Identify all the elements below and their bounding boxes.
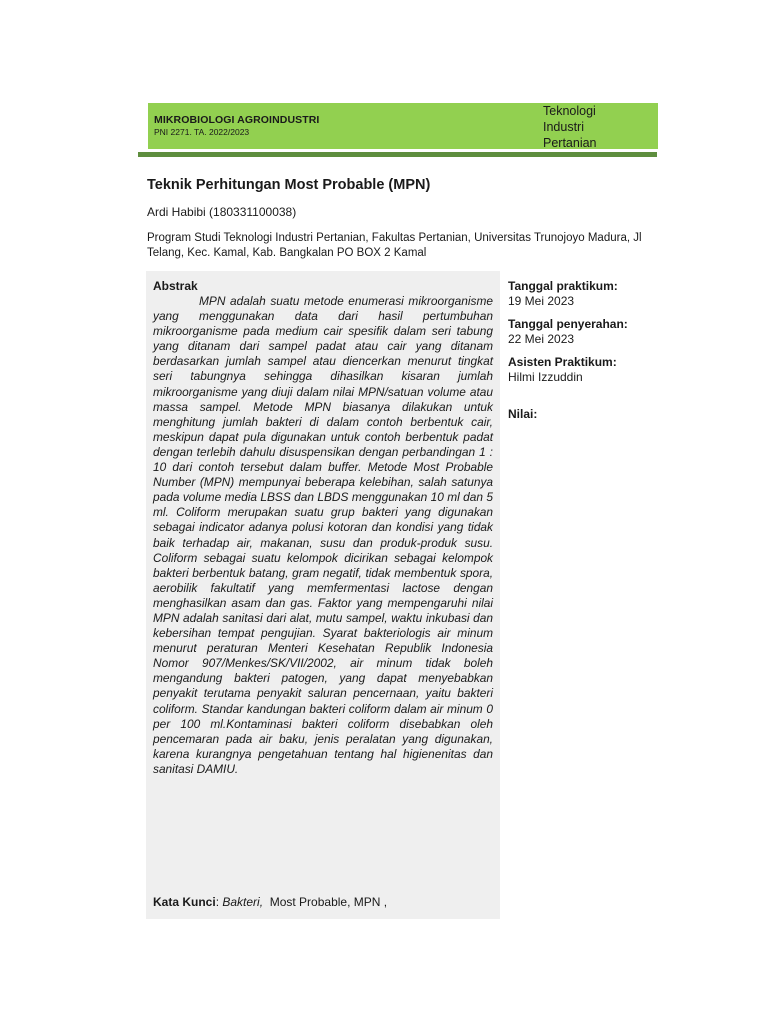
practicum-date-label: Tanggal praktikum: (508, 279, 618, 293)
practicum-date-block (508, 279, 688, 309)
submission-date-label: Tanggal penyerahan: (508, 317, 628, 331)
submission-date-block (508, 317, 688, 347)
practicum-date-value: 19 Mei 2023 (508, 294, 575, 308)
keyword-italic: Bakteri, (222, 895, 264, 909)
keywords-line (153, 895, 387, 909)
assistant-block (508, 355, 688, 385)
author-name: Ardi Habibi (180331100038) (147, 205, 297, 219)
grade-block (508, 407, 688, 422)
keywords-rest: Most Probable, MPN , (263, 895, 388, 909)
keywords-label: Kata Kunci (153, 895, 216, 909)
abstract-box (146, 271, 500, 919)
author-affiliation: Program Studi Teknologi Industri Pertanian, Fakultas Pertanian, Universitas Trunojoyo Madura, Jl Telang, Kec. Kamal, Kab. Bangkalan PO BOX 2 Kamal (147, 232, 642, 259)
department-line: Industri (543, 120, 584, 134)
header-divider (138, 152, 657, 157)
department-name (543, 103, 653, 151)
grade-label: Nilai: (508, 407, 538, 421)
department-line: Pertanian (543, 136, 597, 150)
keywords-separator: : (215, 895, 223, 909)
document-title: Teknik Perhitungan Most Probable (MPN) (147, 177, 431, 193)
abstract-heading: Abstrak (153, 279, 198, 293)
assistant-label: Asisten Praktikum: (508, 355, 617, 369)
course-code: PNI 2271. TA. 2022/2023 (154, 127, 250, 137)
abstract-body: MPN adalah suatu metode enumerasi mikroorganisme yang menggunakan data dari hasil pertumbuhan mikroorganisme pada medium cair spesifik dalam seri tabung yang ditanam dari sampel padat atau cair yang ditanam berdasarkan jumlah sampel atau diencerkan menurut tingkat seri tabungnya sehingga dihasilkan kisaran jumlah mikroorganisme yang diuji dalam nilai MPN/satuan volume atau massa sampel. Metode MPN biasanya dilakukan untuk menghitung jumlah bakteri di dalam contoh berbentuk cair, meskipun dapat pula digunakan untuk contoh berbentuk padat dengan terlebih dahulu disuspensikan dengan perbandingan 1 : 10 dari contoh tersebut dalam buffer. Metode Most Probable Number (MPN) mempunyai beberapa kelebihan, salah satunya pada volume media LBSS dan LBDS menggunakan 10 ml dan 5 ml. Coliform merupakan suatu grup bakteri yang digunakan sebagai indicator adanya polusi kotoran dan kondisi yang tidak baik terhadap air, makanan, susu dan produk-produk susu. Coliform sebagai suatu kelompok dicirikan sebagai kelompok bakteri berbentuk batang, gram negatif, tidak membentuk spora, aerobilik fakultatif yang memfermentasi lactose dengan menghasilkan asam dan gas. Faktor yang mempengaruhi nilai MPN adalah sanitasi dari alat, mutu sampel, waktu inkubasi dan kebersihan tempat pengujian. Syarat bakteriologis air minum menurut peraturan Menteri Kesehatan Republik Indonesia Nomor 907/Menkes/SK/VII/2002, air minum tidak boleh mengandung bakteri patogen, yang dapat menyebabkan penyakit terutama penyakit saluran pencernaan, yaitu bakteri coliform. Standar kandungan bakteri coliform dalam air minum 0 per 100 ml.Kontaminasi bakteri coliform disebabkan oleh pencemaran pada air baku, jenis peralatan yang digunakan, karena kurangnya pengetahuan tentang hal higienenitas dan sanitasi DAMIU. (153, 294, 493, 776)
assistant-name: Hilmi Izzuddin (508, 370, 583, 384)
course-header-bar (148, 103, 658, 149)
department-line: Teknologi (543, 104, 596, 118)
submission-date-value: 22 Mei 2023 (508, 332, 575, 346)
course-name: MIKROBIOLOGI AGROINDUSTRI (154, 114, 320, 126)
